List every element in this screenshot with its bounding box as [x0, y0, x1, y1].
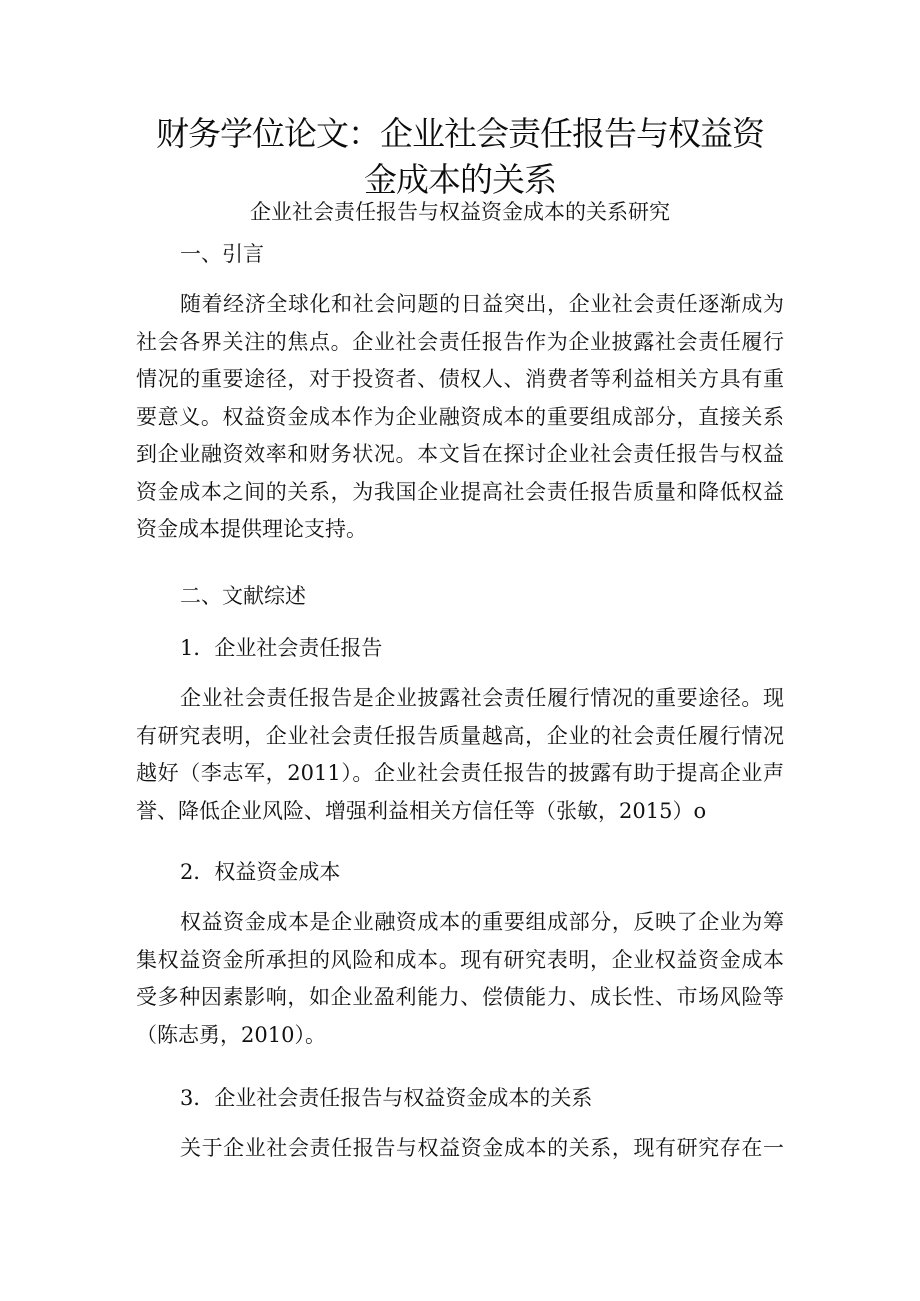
section-heading-literature-review: 二、文献综述 — [180, 584, 306, 608]
paragraph-cost-of-equity — [136, 904, 784, 1054]
document-subtitle: 企业社会责任报告与权益资金成本的关系研究 — [250, 200, 670, 224]
subsection-heading-cost-of-equity: 2．权益资金成本 — [180, 860, 341, 884]
paragraph-line: 资金成本提供理论支持。 — [136, 517, 367, 541]
subsection-heading-csr-report: 1．企业社会责任报告 — [180, 636, 383, 660]
paragraph-line: 企业社会责任报告是企业披露社会责任履行情况的重要途径。现 — [180, 686, 784, 710]
subsection-heading-relationship: 3．企业社会责任报告与权益资金成本的关系 — [180, 1086, 593, 1110]
paragraph-line: （陈志勇，2010）。 — [136, 1022, 326, 1047]
paragraph-csr-report — [136, 680, 784, 830]
paragraph-line: 集权益资金所承担的风险和成本。现有研究表明，企业权益资金成本 — [136, 947, 784, 972]
paragraph-line: 受多种因素影响，如企业盈利能力、偿债能力、成长性、市场风险等 — [136, 985, 784, 1009]
paragraph-line: 关于企业社会责任报告与权益资金成本的关系，现有研究存在一 — [180, 1136, 784, 1160]
document-title-line-1: 财务学位论文：企业社会责任报告与权益资 — [156, 114, 764, 153]
paragraph-introduction — [136, 286, 784, 549]
section-heading-introduction: 一、引言 — [180, 242, 264, 266]
document-title-line-2: 金成本的关系 — [364, 160, 556, 199]
paragraph-line: 有研究表明，企业社会责任报告质量越高，企业的社会责任履行情况 — [136, 723, 784, 748]
paragraph-line: 资金成本之间的关系，为我国企业提高社会责任报告质量和降低权益 — [136, 479, 784, 504]
paragraph-line: 到企业融资效率和财务状况。本文旨在探讨企业社会责任报告与权益 — [136, 442, 784, 466]
paragraph-relationship — [136, 1130, 784, 1168]
paragraph-line: 权益资金成本是企业融资成本的重要组成部分，反映了企业为筹 — [180, 910, 784, 934]
paragraph-line: 情况的重要途径，对于投资者、债权人、消费者等利益相关方具有重 — [136, 367, 784, 391]
paragraph-line: 社会各界关注的焦点。企业社会责任报告作为企业披露社会责任履行 — [136, 329, 784, 354]
paragraph-line: 越好（李志军，2011）。企业社会责任报告的披露有助于提高企业声 — [136, 761, 784, 785]
paragraph-line: 誉、降低企业风险、增强利益相关方信任等（张敏，2015）o — [136, 798, 707, 823]
paragraph-line: 随着经济全球化和社会问题的日益突出，企业社会责任逐渐成为 — [180, 292, 784, 316]
paragraph-line: 要意义。权益资金成本作为企业融资成本的重要组成部分，直接关系 — [136, 404, 784, 429]
